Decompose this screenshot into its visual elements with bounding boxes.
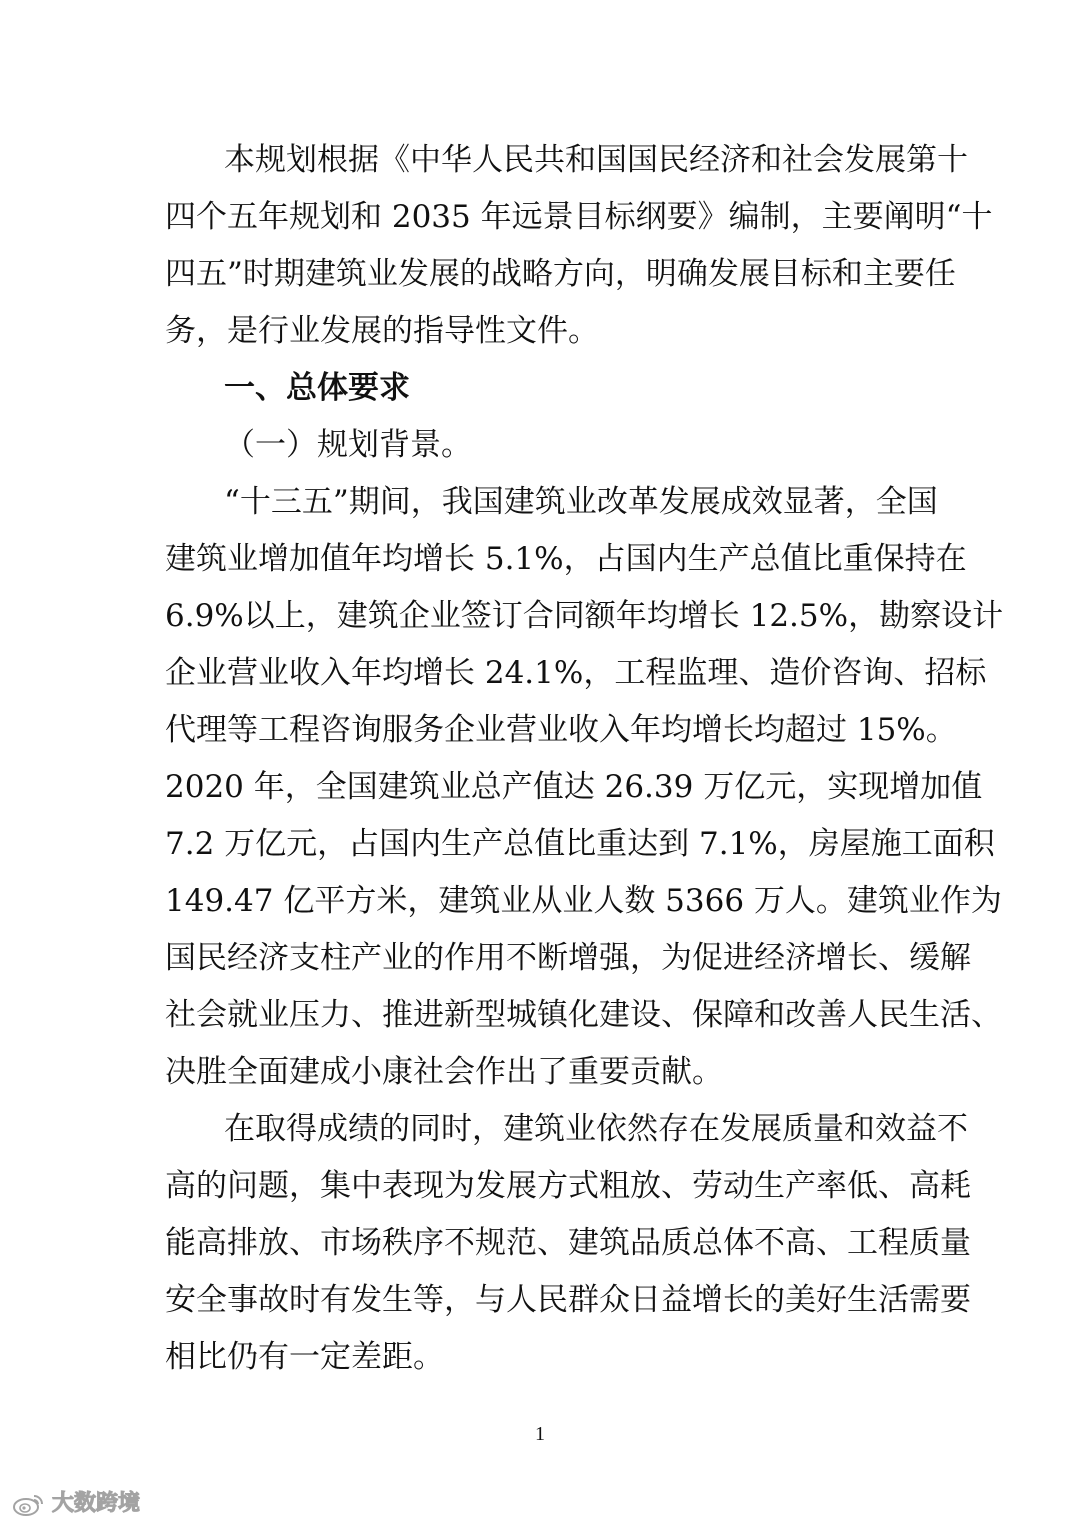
page-number: 1 <box>535 1423 545 1445</box>
intro-line-2: 四个五年规划和 2035 年远景目标纲要》编制，主要阐明“十 <box>165 199 993 235</box>
watermark <box>12 1491 140 1517</box>
background-line-11: 决胜全面建成小康社会作出了重要贡献。 <box>165 1054 723 1090</box>
watermark-text: 大数跨境 <box>52 1491 141 1516</box>
background-line-2: 建筑业增加值年均增长 5.1%，占国内生产总值比重保持在 <box>165 541 967 577</box>
background-line-9: 国民经济支柱产业的作用不断增强，为促进经济增长、缓解 <box>165 940 971 976</box>
intro-line-4: 务，是行业发展的指导性文件。 <box>165 313 599 349</box>
background-line-10: 社会就业压力、推进新型城镇化建设、保障和改善人民生活、 <box>165 997 1002 1033</box>
section-heading: 一、总体要求 <box>224 370 410 406</box>
background-line-6: 2020 年，全国建筑业总产值达 26.39 万亿元，实现增加值 <box>165 769 983 805</box>
problems-line-5: 相比仍有一定差距。 <box>165 1339 444 1375</box>
background-line-3: 6.9%以上，建筑企业签订合同额年均增长 12.5%，勘察设计 <box>165 598 1004 634</box>
background-line-8: 149.47 亿平方米，建筑业从业人数 5366 万人。建筑业作为 <box>165 883 1002 919</box>
intro-line-3: 四五”时期建筑业发展的战略方向，明确发展目标和主要任 <box>165 256 956 292</box>
weibo-logo-icon <box>12 1491 46 1517</box>
problems-line-1: 在取得成绩的同时，建筑业依然存在发展质量和效益不 <box>224 1111 968 1147</box>
subsection-heading: （一）规划背景。 <box>224 427 472 463</box>
background-line-7: 7.2 万亿元，占国内生产总值比重达到 7.1%，房屋施工面积 <box>165 826 995 862</box>
problems-line-4: 安全事故时有发生等，与人民群众日益增长的美好生活需要 <box>165 1282 971 1318</box>
problems-line-3: 能高排放、市场秩序不规范、建筑品质总体不高、工程质量 <box>165 1225 971 1261</box>
problems-line-2: 高的问题，集中表现为发展方式粗放、劳动生产率低、高耗 <box>165 1168 971 1204</box>
background-line-1: “十三五”期间，我国建筑业改革发展成效显著，全国 <box>224 484 938 520</box>
background-line-4: 企业营业收入年均增长 24.1%，工程监理、造价咨询、招标 <box>165 655 987 691</box>
background-line-5: 代理等工程咨询服务企业营业收入年均增长均超过 15%。 <box>165 712 957 748</box>
intro-line-1: 本规划根据《中华人民共和国国民经济和社会发展第十 <box>224 142 968 178</box>
